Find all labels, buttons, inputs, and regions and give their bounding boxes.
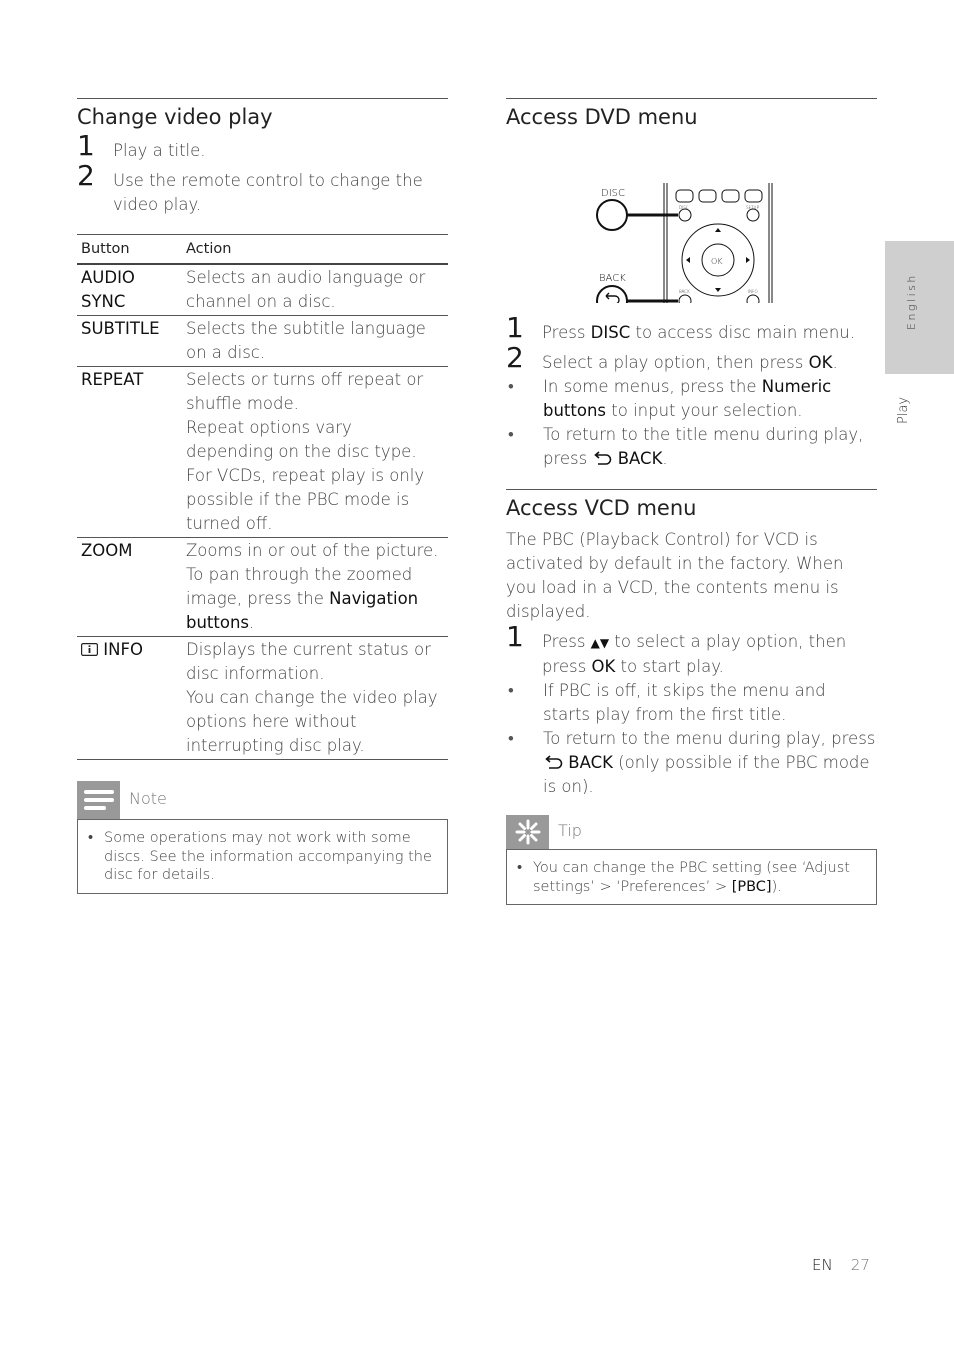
note-body (77, 819, 448, 894)
bullet-text-end: to input your selection. (606, 401, 803, 420)
bullet-text-end: . (662, 449, 668, 468)
side-section-label: Play (896, 396, 911, 424)
vcd-intro: The PBC (Playback Control) for VCD is activated by default in the factory. When you load in a VCD, the contents menu is displayed. (506, 530, 844, 621)
step-1 (77, 129, 448, 163)
action-cell: Selects an audio language or channel on a disc. (182, 264, 448, 316)
tip-header (506, 815, 877, 849)
action-text: Zooms in or out of the picture. To pan through the zoomed image, press the (186, 541, 439, 608)
dvd-step-1 (506, 311, 877, 345)
tip-bullet (517, 859, 866, 896)
vcd-step-1 (506, 620, 877, 679)
ok-key: OK (808, 353, 833, 372)
step-text: Press (542, 323, 591, 342)
side-tab-language (885, 241, 954, 374)
footer-language: EN (812, 1256, 833, 1274)
tip-box (506, 815, 877, 905)
column-header-button: Button (77, 235, 182, 265)
action-line: Displays the current status or disc information. (186, 640, 431, 683)
ok-key: OK (591, 657, 616, 676)
action-line: Selects or turns off repeat or shuffle mode. (186, 370, 424, 413)
tip-text: You can change the PBC setting (see ‘Adjust settings’ > ‘Preferences’ > (533, 860, 850, 895)
action-line: You can change the video play options here without interrupting disc play. (186, 688, 438, 755)
step-number: 1 (506, 311, 524, 344)
step-text: Play a title. (113, 141, 206, 160)
action-line: For VCDs, repeat play is only possible if the PBC mode is turned off. (186, 466, 425, 533)
step-number: 1 (506, 620, 524, 653)
button-cell: REPEAT (77, 367, 182, 538)
right-column (506, 98, 877, 905)
numeric-buttons-key: Numeric buttons (543, 377, 832, 420)
step-text-end: to access disc main menu. (630, 323, 855, 342)
tip-icon (506, 815, 549, 849)
dvd-step-2 (506, 341, 877, 375)
tip-text-end: ). (771, 878, 782, 895)
step-text-end: . (832, 353, 838, 372)
bullet-text-end: (only possible if the PBC mode is on). (543, 753, 870, 796)
note-box (77, 781, 448, 894)
table-row (77, 264, 448, 316)
section-title-access-vcd-menu: Access VCD menu (506, 496, 697, 520)
disc-key: DISC (590, 323, 631, 342)
bullet-text: To return to the menu during play, press (543, 729, 876, 748)
button-label: INFO (103, 640, 143, 659)
step-text-mid: to select a play option, then press (542, 632, 847, 676)
back-key: BACK (617, 449, 663, 468)
table-header-row (77, 235, 448, 265)
back-icon (592, 451, 612, 465)
remote-body (664, 183, 772, 303)
bullet-text: To return to the title menu during play, press (543, 425, 864, 468)
section-title-change-video-play: Change video play (77, 105, 273, 129)
note-label: Note (129, 789, 167, 808)
tip-label: Tip (558, 821, 582, 840)
button-cell: ZOOM (77, 538, 182, 637)
action-cell (182, 538, 448, 637)
setup-small-label: SETUP (746, 205, 759, 210)
left-column (77, 98, 448, 894)
note-header (77, 781, 448, 819)
button-cell: AUDIO SYNC (77, 264, 182, 316)
action-text-end: . (249, 613, 255, 632)
action-strong-text: Navigation buttons (186, 589, 419, 632)
ok-label: OK (711, 257, 723, 266)
page-footer (812, 1256, 870, 1274)
dvd-bullet-1 (506, 375, 877, 423)
info-icon (81, 643, 98, 656)
note-icon (77, 781, 120, 819)
step-number: 2 (77, 159, 95, 192)
disc-label: DISC (601, 188, 625, 199)
back-icon (543, 755, 563, 769)
step-number: 1 (77, 129, 95, 162)
action-cell (182, 367, 448, 538)
action-line: Repeat options vary depending on the disc type. (186, 418, 417, 461)
step-text: Press (542, 632, 591, 651)
disc-button-icon (597, 200, 627, 230)
action-cell (182, 637, 448, 760)
table-row (77, 637, 448, 760)
vcd-bullet-1: • If PBC is off, it skips the menu and starts play from the first title. (506, 679, 877, 727)
action-cell: Selects the subtitle language on a disc. (182, 316, 448, 367)
back-label: BACK (599, 273, 626, 284)
back-key: BACK (568, 753, 613, 772)
vcd-bullet-2 (506, 727, 877, 799)
vcd-section (506, 489, 877, 799)
button-cell: SUBTITLE (77, 316, 182, 367)
table-row (77, 367, 448, 538)
info-small-label: INFO (748, 289, 758, 294)
pbc-setting: [PBC] (731, 878, 772, 895)
remote-control-illustration (506, 133, 877, 303)
button-action-table (77, 234, 448, 760)
section-title-access-dvd-menu: Access DVD menu (506, 105, 698, 129)
note-bullet: • Some operations may not work with some discs. See the information accompanying the disc for details. (88, 829, 437, 885)
step-number: 2 (506, 341, 524, 374)
arrow-keys: ▲▼ (590, 636, 610, 650)
disc-small-label: DISC (679, 205, 689, 210)
back-small-label: BACK (679, 289, 690, 294)
step-2 (77, 159, 448, 217)
step-text-end: to start play. (615, 657, 724, 676)
dvd-bullet-2 (506, 423, 877, 471)
button-cell (77, 637, 182, 760)
column-header-action: Action (182, 235, 448, 265)
bullet-text: In some menus, press the (543, 377, 762, 396)
side-language-label: English (905, 273, 918, 330)
step-text: Select a play option, then press (542, 353, 809, 372)
back-button-icon (597, 286, 627, 303)
tip-body (506, 849, 877, 905)
page-number: 27 (850, 1256, 870, 1274)
table-row (77, 538, 448, 637)
table-row (77, 316, 448, 367)
step-text: Use the remote control to change the video play. (113, 171, 423, 214)
